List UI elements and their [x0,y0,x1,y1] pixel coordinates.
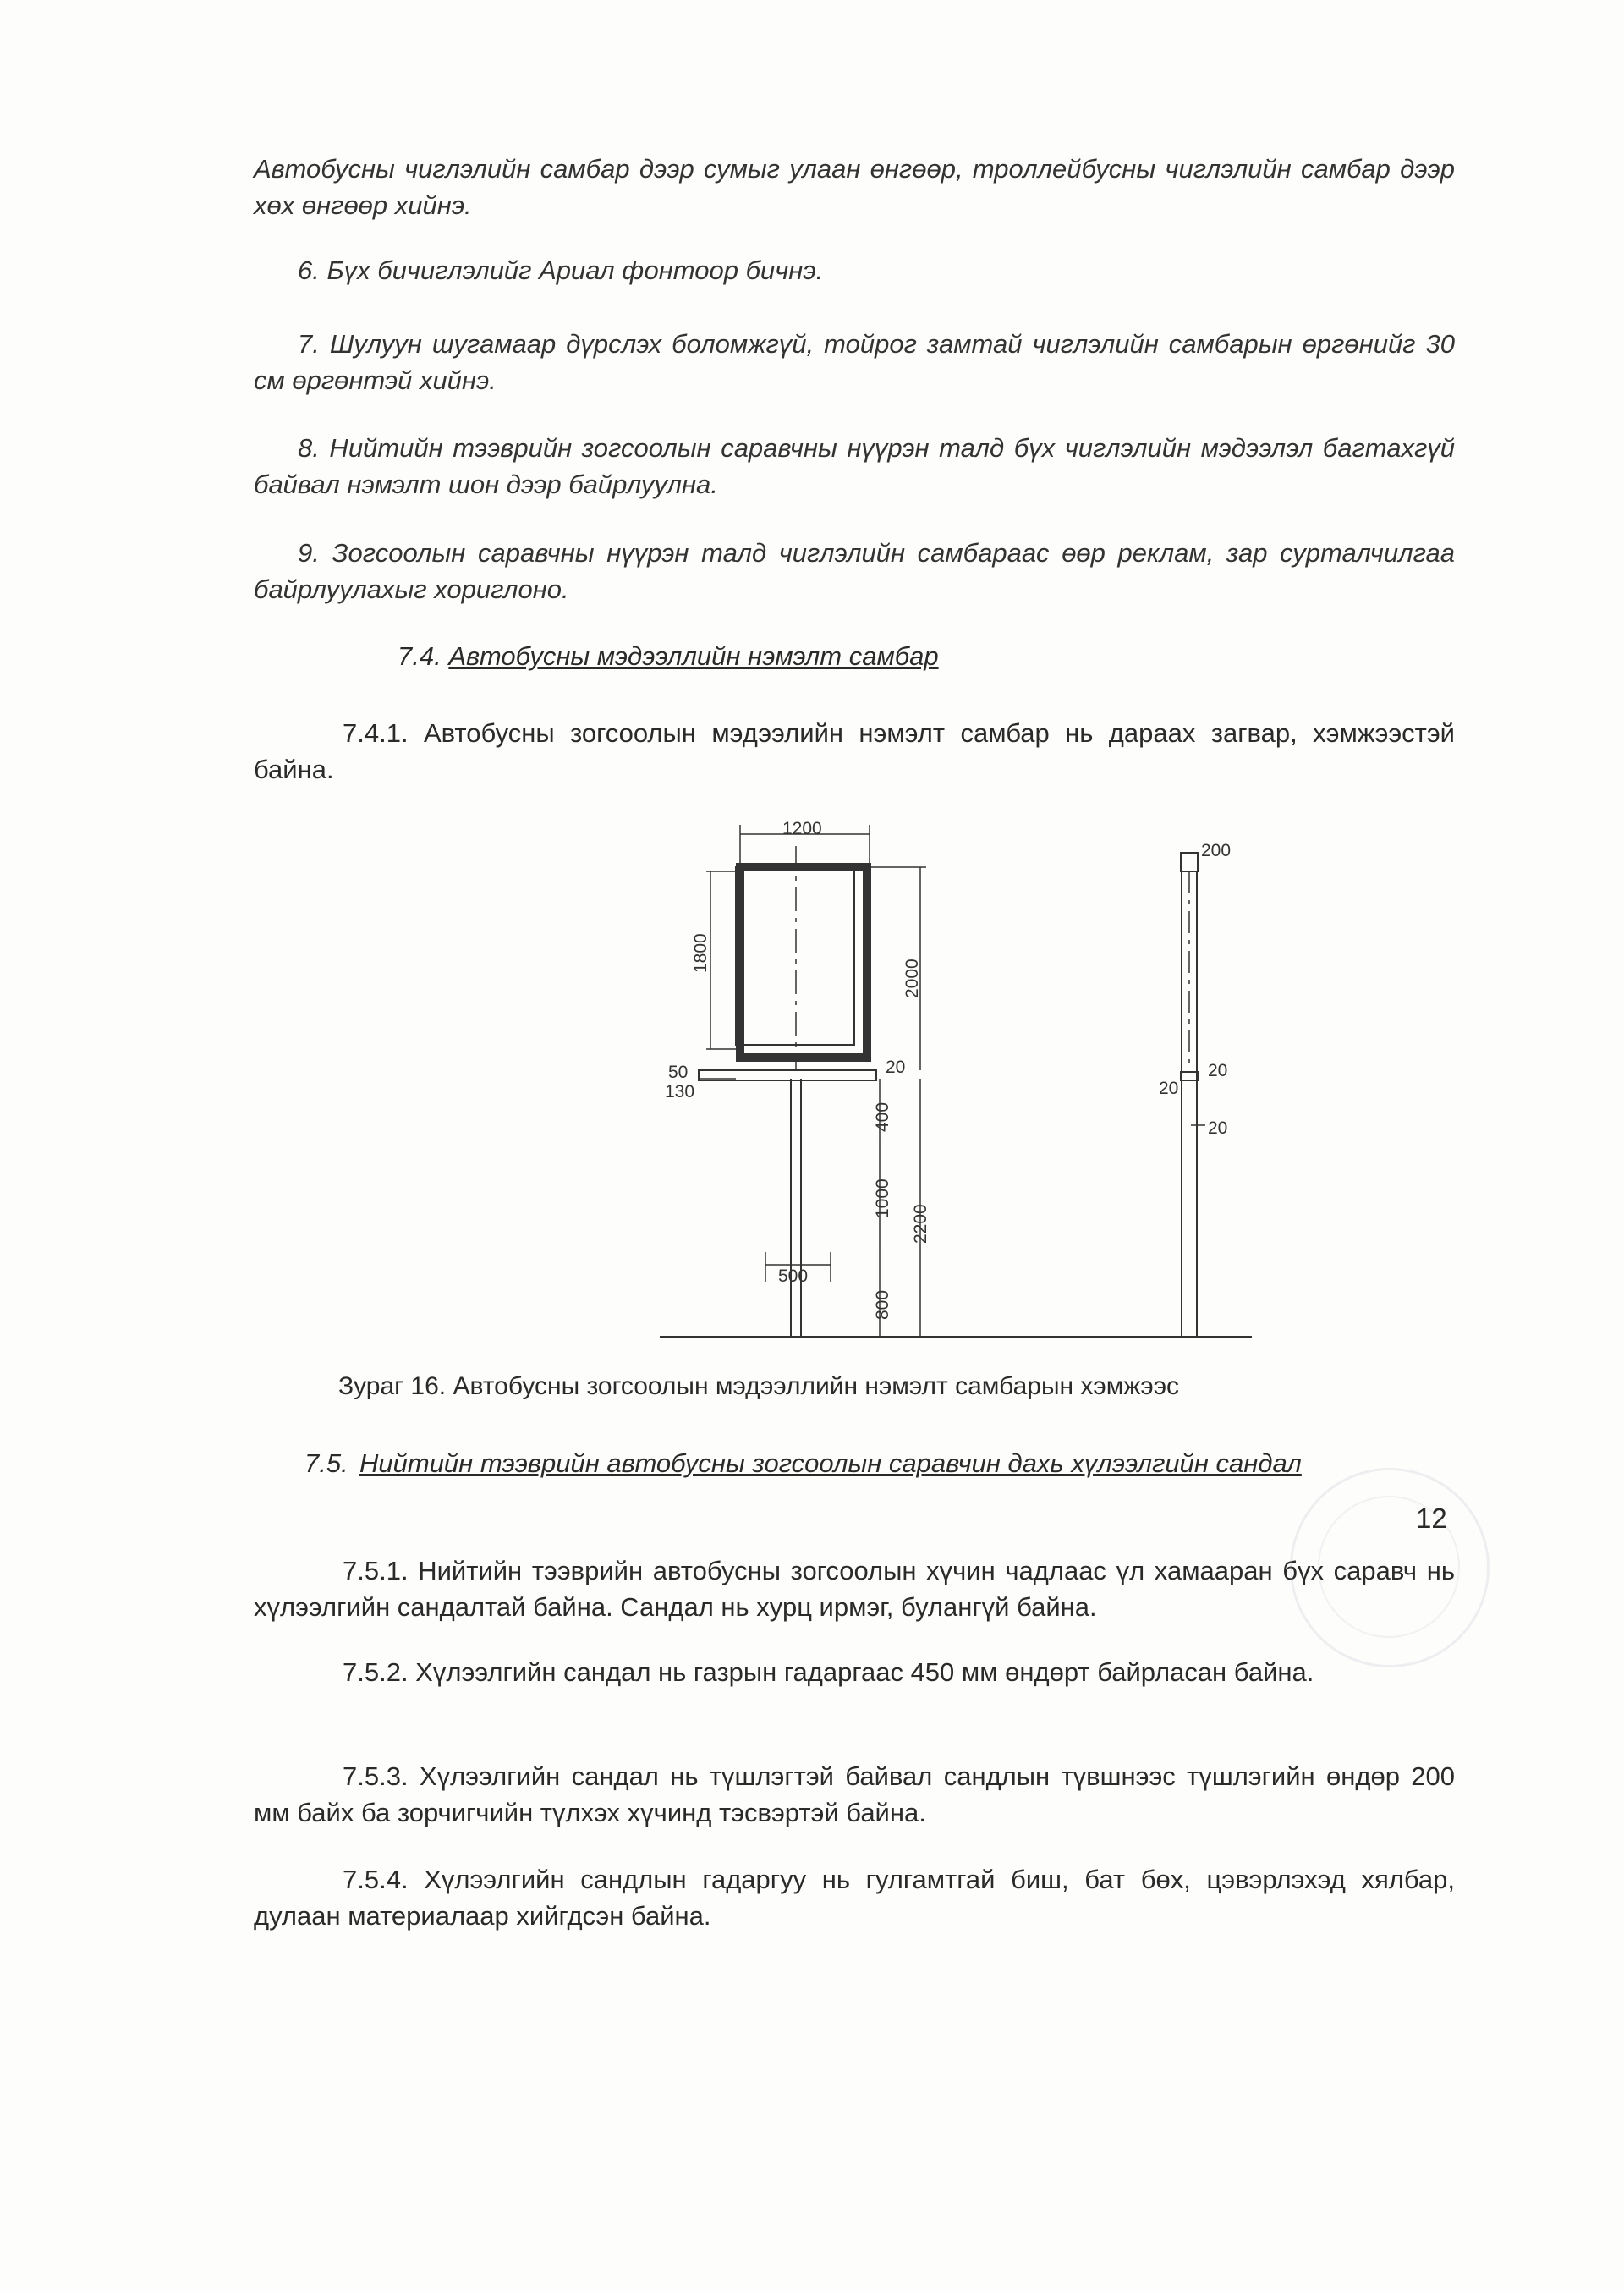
side-view [1181,853,1205,1337]
section-7-5-title: Нийтийн тээврийн автобусны зогсоолын саравчин дахь хүлээлгийн сандал [359,1448,1302,1478]
paragraph-7-5-3: 7.5.3. Хүлээлгийн сандал нь түшлэгтэй байвал сандлын түвшнээс түшлэгийн өндөр 200 мм байх ба зорчигчийн түлхэх хүчинд тэсвэртэй байна. [254,1761,1455,1827]
label-side-20-c: 20 [1208,1118,1228,1138]
section-7-4-title: Автобусны мэдээллийн нэмэлт самбар [448,641,939,671]
label-side-20-b: 20 [1159,1079,1179,1098]
section-7-4-number: 7.4. [398,641,442,671]
item-8: 8. Нийтийн тээврийн зогсоолын саравчны нүүрэн талд бүх чиглэлийн мэдээлэл багтахгүй байвал нэмэлт шон дээр байрлуулна. [254,433,1455,499]
paragraph-7-4-1: 7.4.1. Автобусны зогсоолын мэдээлийн нэмэлт самбар нь дараах загвар, хэмжээстэй байна. [254,718,1455,784]
front-view [699,825,926,1337]
label-20-front: 20 [886,1058,906,1077]
section-7-5-heading [304,1445,1455,1481]
intro-paragraph: Автобусны чиглэлийн самбар дээр сумыг улаан өнгөөр, троллейбусны чиглэлийн самбар дээр хөх өнгөөр хийнэ. [254,154,1455,220]
section-7-5-number: 7.5. [304,1448,348,1478]
label-1200: 1200 [782,819,822,838]
label-800: 800 [873,1289,892,1320]
page-number: 12 [1416,1503,1447,1534]
front-base-box [736,867,854,1045]
front-board-frame [740,867,867,1058]
label-500: 500 [778,1266,809,1286]
side-bottom-bar [1181,1072,1198,1080]
item-9: 9. Зогсоолын саравчны нүүрэн талд чиглэлийн самбараас өөр реклам, зар сурталчилгаа байрлуулахыг хориглоно. [254,538,1455,604]
faded-seal-stamp [1290,1468,1490,1667]
paragraph-7-5-1: 7.5.1. Нийтийн тээврийн автобусны зогсоолын хүчин чадлаас үл хамааран бүх саравч нь хүлээлгийн сандалтай байна. Сандал нь хурц ирмэг, булангүй байна. [254,1556,1455,1622]
label-1800: 1800 [691,933,710,973]
label-2000: 2000 [903,959,922,998]
figure-caption: Зураг 16. Автобусны зогсоолын мэдээллийн нэмэлт самбарын хэмжээс [338,1372,1180,1400]
label-50: 50 [668,1063,689,1082]
label-1000: 1000 [873,1178,892,1218]
side-top-cap [1181,853,1198,871]
item-7: 7. Шулуун шугамаар дүрслэх боломжгүй, тойрог замтай чиглэлийн самбарын өргөнийг 30 см өргөнтэй хийнэ. [254,329,1455,395]
label-130: 130 [665,1082,695,1102]
item-6: 6. Бүх бичиглэлийг Ариал фонтоор бичнэ. [298,255,824,285]
label-side-20-a: 20 [1208,1061,1228,1080]
paragraph-7-5-4: 7.5.4. Хүлээлгийн сандлын гадаргуу нь гулгамтгай биш, бат бөх, цэвэрлэхэд хялбар, дулаан материалаар хийгдсэн байна. [254,1865,1455,1931]
paragraph-7-5-2: 7.5.2. Хүлээлгийн сандал нь газрын гадаргаас 450 мм өндөрт байрласан байна. [343,1657,1314,1687]
label-side-200: 200 [1201,841,1232,860]
label-400: 400 [873,1102,892,1132]
label-2200: 2200 [911,1204,930,1244]
